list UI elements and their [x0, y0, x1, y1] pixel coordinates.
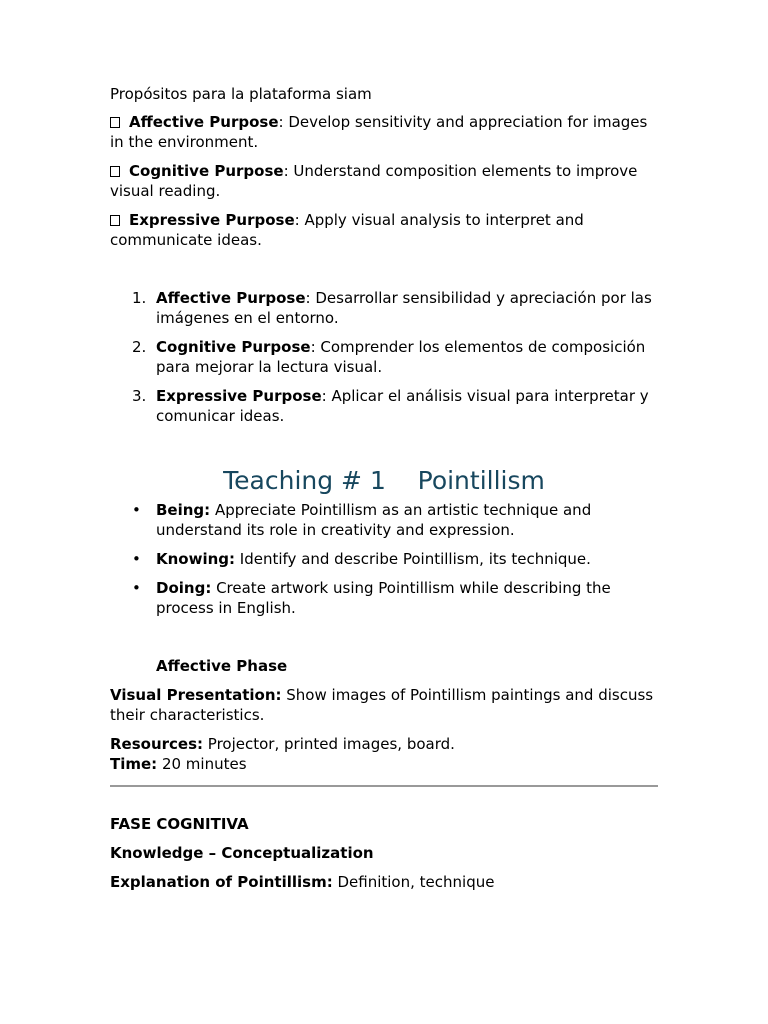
objective-text: Identify and describe Pointillism, its technique. [235, 550, 591, 568]
objective-text: Appreciate Pointillism as an artistic technique and understand its role in creativity and expression. [156, 501, 592, 539]
field-text: Show images of Pointillism paintings and discuss their characteristics. [110, 686, 654, 724]
purpose-label: Expressive Purpose [129, 211, 295, 229]
explanation [110, 872, 658, 892]
purpose-label: Cognitive Purpose [129, 162, 284, 180]
field-text: Projector, printed images, board. [203, 735, 455, 753]
list-item [110, 549, 658, 569]
purpose-text: : Develop sensitivity and appreciation for images in the environment. [110, 113, 648, 151]
section-heading: Teaching # 1 Pointillism [223, 466, 545, 495]
purpose-en-affective [110, 112, 658, 152]
objective-text: Create artwork using Pointillism while describing the process in English. [156, 579, 611, 617]
purpose-text: : Desarrollar sensibilidad y apreciación por las imágenes en el entorno. [156, 289, 652, 327]
field-label: Resources: [110, 735, 204, 753]
phase-label: Affective Phase [156, 657, 288, 675]
missing-glyph-icon [110, 215, 120, 226]
section-label: FASE COGNITIVA [110, 815, 249, 833]
objective-label: Knowing: [156, 550, 236, 568]
purpose-en-expressive [110, 210, 658, 250]
list-item [110, 500, 658, 540]
purpose-label: Cognitive Purpose [156, 338, 311, 356]
purpose-text: : Comprender los elementos de composición para mejorar la lectura visual. [156, 338, 646, 376]
field-label: Visual Presentation: [110, 686, 282, 704]
visual-presentation [110, 685, 658, 725]
list-item [110, 288, 658, 328]
purpose-label: Affective Purpose [129, 113, 279, 131]
purpose-text: : Aplicar el análisis visual para interpretar y comunicar ideas. [156, 387, 649, 425]
list-item [110, 337, 658, 377]
knowledge-title [110, 843, 658, 863]
field-label: Time: [110, 755, 158, 773]
objective-label: Doing: [156, 579, 212, 597]
document-title: Propósitos para la plataforma siam [110, 85, 372, 103]
objectives-list [110, 500, 658, 618]
purpose-text: : Understand composition elements to improve visual reading. [110, 162, 638, 200]
horizontal-divider [110, 785, 658, 787]
purpose-label: Affective Purpose [156, 289, 306, 307]
missing-glyph-icon [110, 166, 120, 177]
purpose-label: Expressive Purpose [156, 387, 322, 405]
document-body [110, 84, 658, 892]
objective-label: Being: [156, 501, 211, 519]
field-text: Definition, technique [332, 873, 495, 891]
list-item [110, 386, 658, 426]
field-text: 20 minutes [157, 755, 247, 773]
purpose-text: : Apply visual analysis to interpret and communicate ideas. [110, 211, 584, 249]
section-label: Knowledge – Conceptualization [110, 844, 374, 862]
list-number: 1. [132, 289, 147, 307]
missing-glyph-icon [110, 117, 120, 128]
fase-cognitiva-title [110, 814, 658, 834]
bullet-icon: • [132, 501, 141, 519]
time [110, 754, 658, 774]
list-number: 2. [132, 338, 147, 356]
list-item [110, 578, 658, 618]
purposes-es-list [110, 288, 658, 426]
resources [110, 734, 658, 754]
list-number: 3. [132, 387, 147, 405]
field-label: Explanation of Pointillism: [110, 873, 333, 891]
affective-phase-title [110, 656, 658, 676]
purpose-en-cognitive [110, 161, 658, 201]
bullet-icon: • [132, 579, 141, 597]
bullet-icon: • [132, 550, 141, 568]
